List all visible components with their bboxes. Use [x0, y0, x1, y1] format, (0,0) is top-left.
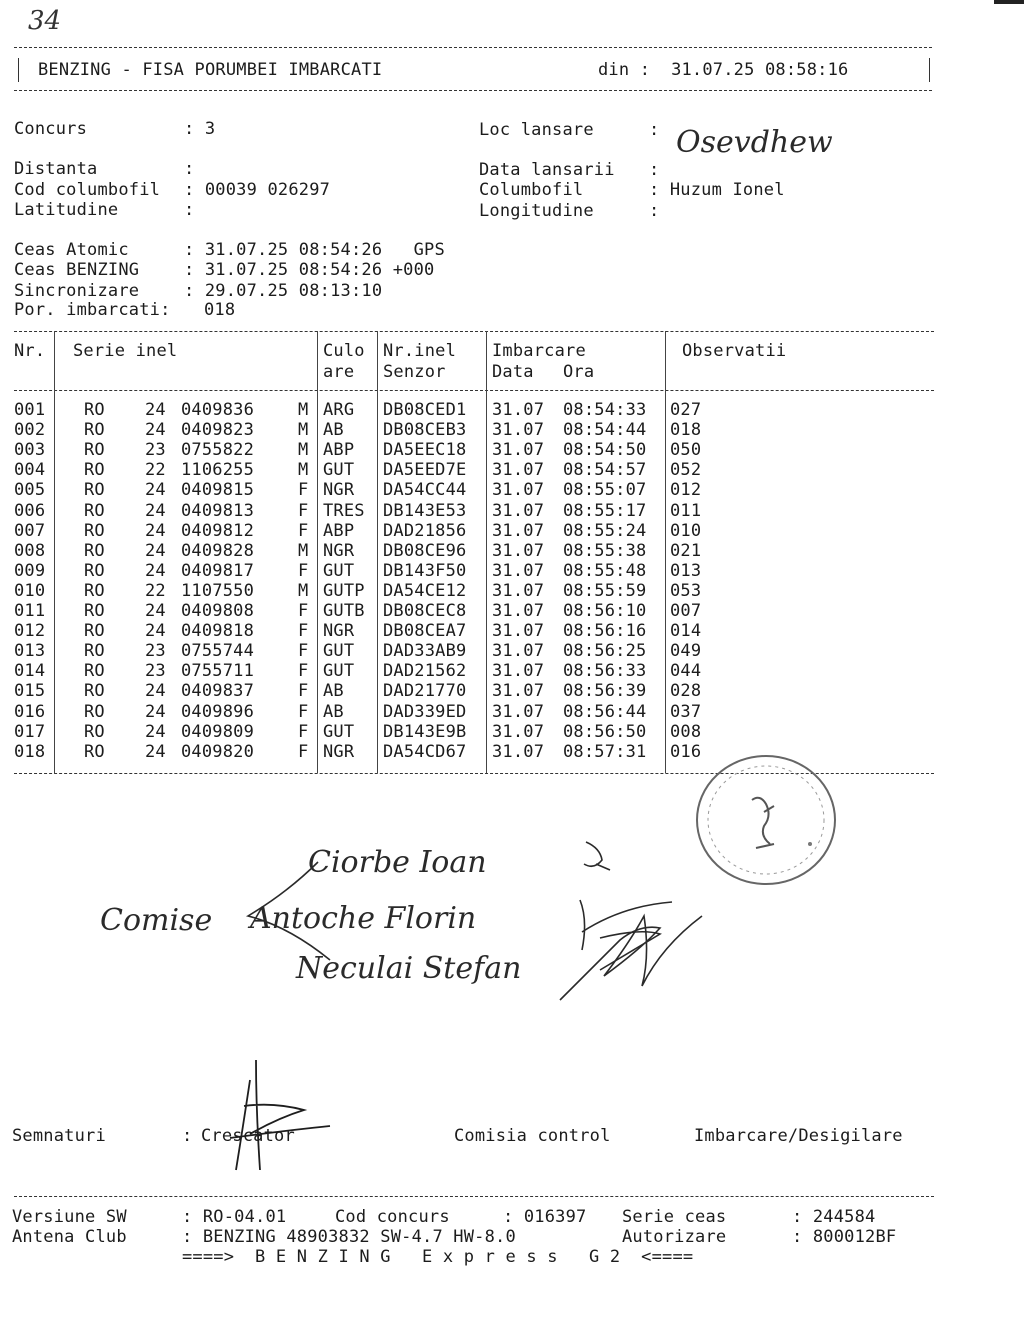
cell-culoare: AB: [323, 681, 344, 702]
table-row: [0, 460, 940, 480]
cell-culoare: ABP: [323, 440, 355, 461]
cell-nr: 007: [14, 520, 46, 541]
th-imbarcare: Imbarcare: [492, 341, 586, 361]
table-row: [0, 722, 940, 742]
cell-data: 31.07: [492, 480, 545, 501]
latitudine-value: :: [184, 200, 205, 220]
cell-culoare: ARG: [323, 400, 355, 420]
semnaturi-label: Semnaturi: [12, 1126, 106, 1146]
comisia-control-label: Comisia control: [454, 1126, 611, 1146]
cell-sex: F: [298, 641, 309, 662]
cell-observatii: 011: [670, 500, 702, 521]
cell-sex: M: [298, 460, 309, 481]
columbofil-value: : Huzum Ionel: [649, 180, 785, 200]
cell-observatii: 013: [670, 560, 702, 581]
cell-ora: 08:54:50: [563, 440, 647, 461]
cell-ora: 08:55:07: [563, 480, 647, 501]
cell-sex: M: [298, 580, 309, 601]
antena-club-value: : BENZING 48903832 SW-4.7 HW-8.0: [182, 1227, 516, 1247]
cell-an: 24: [145, 480, 166, 501]
columbofil-label: Columbofil: [479, 180, 584, 200]
cell-data: 31.07: [492, 721, 545, 742]
cell-culoare: NGR: [323, 621, 355, 642]
cell-ora: 08:54:33: [563, 400, 647, 420]
cell-inel: 0409808: [181, 601, 255, 621]
table-row: [0, 621, 940, 641]
th-serie-inel: Serie inel: [73, 341, 178, 361]
signature-1-scribble: [584, 842, 610, 870]
scan-edge-mark: [994, 0, 1024, 4]
cell-ora: 08:54:57: [563, 460, 647, 481]
th-culoare-2: are: [323, 362, 355, 382]
cod-concurs-value: : 016397: [503, 1207, 587, 1227]
cell-senzor: DB143E53: [383, 500, 467, 521]
cell-tara: RO: [84, 460, 105, 481]
cell-an: 24: [145, 400, 166, 420]
benzing-express-banner: ====> B E N Z I N G E x p r e s s G 2 <====: [182, 1247, 694, 1267]
cell-nr: 017: [14, 721, 46, 742]
cell-senzor: DAD21856: [383, 520, 467, 541]
table-top-rule: [14, 331, 934, 332]
cell-nr: 014: [14, 661, 46, 682]
cell-tara: RO: [84, 601, 105, 621]
cell-culoare: GUT: [323, 460, 355, 481]
cell-culoare: AB: [323, 420, 344, 441]
semnaturi-colon: :: [182, 1126, 193, 1146]
cell-culoare: GUT: [323, 721, 355, 742]
cell-senzor: DAD21562: [383, 661, 467, 682]
cell-data: 31.07: [492, 440, 545, 461]
ceas-atomic-value: : 31.07.25 08:54:26 GPS: [184, 240, 445, 260]
table-row: [0, 561, 940, 581]
cell-tara: RO: [84, 400, 105, 420]
cell-senzor: DB08CED1: [383, 400, 467, 420]
cell-culoare: GUT: [323, 641, 355, 662]
header-left-bar: [18, 58, 19, 82]
cell-ora: 08:55:17: [563, 500, 647, 521]
cell-sex: F: [298, 480, 309, 501]
cell-inel: 0409828: [181, 540, 255, 561]
cod-concurs-label: Cod concurs: [335, 1207, 450, 1227]
antena-club-label: Antena Club: [12, 1227, 127, 1247]
table-row: [0, 440, 940, 460]
distanta-value: :: [184, 159, 205, 179]
cell-observatii: 007: [670, 601, 702, 621]
ceas-benzing-label: Ceas BENZING: [14, 260, 140, 280]
cell-an: 24: [145, 520, 166, 541]
cell-culoare: GUTB: [323, 601, 365, 621]
cell-senzor: DB08CEC8: [383, 601, 467, 621]
cell-sex: F: [298, 601, 309, 621]
cell-an: 23: [145, 661, 166, 682]
cell-data: 31.07: [492, 500, 545, 521]
page-number-handwritten: 34: [28, 6, 62, 36]
cell-ora: 08:55:24: [563, 520, 647, 541]
cell-inel: 0409815: [181, 480, 255, 501]
data-lansarii-value: :: [649, 160, 670, 180]
cell-senzor: DB08CEB3: [383, 420, 467, 441]
cell-observatii: 008: [670, 721, 702, 742]
cell-inel: 0755744: [181, 641, 255, 662]
cell-sex: M: [298, 400, 309, 420]
th-observatii: Observatii: [682, 341, 787, 361]
cell-tara: RO: [84, 741, 105, 762]
cell-ora: 08:56:10: [563, 601, 647, 621]
cell-sex: M: [298, 540, 309, 561]
th-data: Data: [492, 362, 534, 382]
cell-culoare: NGR: [323, 540, 355, 561]
cell-data: 31.07: [492, 681, 545, 702]
cell-ora: 08:56:33: [563, 661, 647, 682]
commission-member-2: Antoche Florin: [250, 901, 477, 936]
cell-an: 24: [145, 420, 166, 441]
cell-nr: 002: [14, 420, 46, 441]
cell-sex: F: [298, 681, 309, 702]
cell-sex: F: [298, 701, 309, 722]
signature-3-scribble: [560, 916, 702, 1000]
cell-tara: RO: [84, 480, 105, 501]
sincronizare-label: Sincronizare: [14, 281, 140, 301]
comisie-handwritten: Comise: [100, 903, 213, 938]
cell-data: 31.07: [492, 621, 545, 642]
cell-tara: RO: [84, 641, 105, 662]
imbarcare-desigilare-label: Imbarcare/Desigilare: [694, 1126, 903, 1146]
table-row: [0, 480, 940, 500]
longitudine-value: :: [649, 201, 670, 221]
table-row: [0, 581, 940, 601]
crescator-signature: [190, 1050, 350, 1180]
loc-lansare-handwritten: [672, 108, 842, 168]
sincronizare-value: : 29.07.25 08:13:10: [184, 281, 383, 301]
cell-tara: RO: [84, 540, 105, 561]
table-row: [0, 681, 940, 701]
cell-inel: 0755711: [181, 661, 255, 682]
cell-senzor: DA54CD67: [383, 741, 467, 762]
table-body: [0, 400, 940, 772]
cell-sex: F: [298, 661, 309, 682]
cell-ora: 08:56:25: [563, 641, 647, 662]
cell-tara: RO: [84, 580, 105, 601]
cell-observatii: 049: [670, 641, 702, 662]
cell-sex: F: [298, 621, 309, 642]
cell-senzor: DA5EEC18: [383, 440, 467, 461]
cell-inel: 0755822: [181, 440, 255, 461]
cell-inel: 1107550: [181, 580, 255, 601]
cell-senzor: DAD33AB9: [383, 641, 467, 662]
cell-an: 24: [145, 741, 166, 762]
table-row: [0, 702, 940, 722]
cell-data: 31.07: [492, 701, 545, 722]
cell-senzor: DA54CC44: [383, 480, 467, 501]
ceas-benzing-value: : 31.07.25 08:54:26 +000: [184, 260, 435, 280]
cell-an: 24: [145, 701, 166, 722]
cell-nr: 009: [14, 560, 46, 581]
loc-lansare-colon: :: [649, 120, 660, 140]
cell-ora: 08:55:38: [563, 540, 647, 561]
cell-nr: 008: [14, 540, 46, 561]
header-top-rule: [14, 47, 932, 48]
cell-observatii: 053: [670, 580, 702, 601]
cell-inel: 0409818: [181, 621, 255, 642]
cell-tara: RO: [84, 440, 105, 461]
cell-ora: 08:56:16: [563, 621, 647, 642]
cell-culoare: NGR: [323, 480, 355, 501]
table-row: [0, 501, 940, 521]
cell-nr: 006: [14, 500, 46, 521]
cell-senzor: DB08CE96: [383, 540, 467, 561]
versiune-sw-label: Versiune SW: [12, 1207, 127, 1227]
cell-tara: RO: [84, 621, 105, 642]
commission-member-1: Ciorbe Ioan: [308, 845, 487, 880]
cell-nr: 012: [14, 621, 46, 642]
cell-an: 24: [145, 681, 166, 702]
cell-sex: F: [298, 560, 309, 581]
cell-tara: RO: [84, 721, 105, 742]
report-date: din : 31.07.25 08:58:16: [598, 60, 849, 80]
loc-lansare-label: Loc lansare: [479, 120, 594, 140]
cell-senzor: DA54CE12: [383, 580, 467, 601]
cell-observatii: 028: [670, 681, 702, 702]
cell-inel: 0409896: [181, 701, 255, 722]
cell-tara: RO: [84, 520, 105, 541]
serie-ceas-value: : 244584: [792, 1207, 876, 1227]
cell-nr: 010: [14, 580, 46, 601]
cell-nr: 003: [14, 440, 46, 461]
cod-columbofil-label: Cod columbofil: [14, 180, 161, 200]
cell-nr: 001: [14, 400, 46, 420]
loc-lansare-handwritten-text: Osevdhew: [676, 125, 833, 160]
cell-an: 23: [145, 440, 166, 461]
cod-columbofil-value: : 00039 026297: [184, 180, 331, 200]
cell-an: 23: [145, 641, 166, 662]
footer-rule: [14, 1196, 934, 1197]
cell-inel: 0409812: [181, 520, 255, 541]
table-row: [0, 521, 940, 541]
cell-inel: 0409820: [181, 741, 255, 762]
cell-ora: 08:57:31: [563, 741, 647, 762]
cell-sex: F: [298, 500, 309, 521]
cell-culoare: TRES: [323, 500, 365, 521]
cell-inel: 0409813: [181, 500, 255, 521]
cell-inel: 0409823: [181, 420, 255, 441]
crescator-label: Crescator: [201, 1126, 295, 1146]
cell-nr: 004: [14, 460, 46, 481]
cell-data: 31.07: [492, 560, 545, 581]
longitudine-label: Longitudine: [479, 201, 594, 221]
cell-inel: 1106255: [181, 460, 255, 481]
cell-sex: F: [298, 520, 309, 541]
cell-data: 31.07: [492, 661, 545, 682]
versiune-sw-value: : RO-04.01: [182, 1207, 287, 1227]
table-row: [0, 400, 940, 420]
cell-observatii: 012: [670, 480, 702, 501]
cell-ora: 08:55:59: [563, 580, 647, 601]
cell-ora: 08:56:39: [563, 681, 647, 702]
ceas-atomic-label: Ceas Atomic: [14, 240, 129, 260]
cell-an: 22: [145, 460, 166, 481]
latitudine-label: Latitudine: [14, 200, 119, 220]
cell-an: 22: [145, 580, 166, 601]
cell-ora: 08:56:50: [563, 721, 647, 742]
cell-culoare: NGR: [323, 741, 355, 762]
cell-culoare: GUTP: [323, 580, 365, 601]
table-row: [0, 641, 940, 661]
cell-data: 31.07: [492, 601, 545, 621]
th-nr: Nr.: [14, 341, 46, 361]
cell-inel: 0409837: [181, 681, 255, 702]
table-row: [0, 661, 940, 681]
cell-inel: 0409817: [181, 560, 255, 581]
cell-observatii: 014: [670, 621, 702, 642]
table-row: [0, 420, 940, 440]
cell-ora: 08:55:48: [563, 560, 647, 581]
cell-ora: 08:56:44: [563, 701, 647, 722]
cell-observatii: 021: [670, 540, 702, 561]
cell-senzor: DB08CEA7: [383, 621, 467, 642]
commission-member-3: Neculai Stefan: [296, 951, 522, 986]
cell-sex: M: [298, 420, 309, 441]
cell-observatii: 037: [670, 701, 702, 722]
data-lansarii-label: Data lansarii: [479, 160, 615, 180]
cell-senzor: DB143E9B: [383, 721, 467, 742]
distanta-label: Distanta: [14, 159, 98, 179]
cell-tara: RO: [84, 560, 105, 581]
cell-data: 31.07: [492, 520, 545, 541]
cell-sex: F: [298, 721, 309, 742]
cell-tara: RO: [84, 701, 105, 722]
cell-data: 31.07: [492, 540, 545, 561]
cell-nr: 016: [14, 701, 46, 722]
cell-tara: RO: [84, 500, 105, 521]
cell-culoare: ABP: [323, 520, 355, 541]
th-ora: Ora: [563, 362, 595, 382]
cell-observatii: 010: [670, 520, 702, 541]
table-row: [0, 541, 940, 561]
cell-inel: 0409809: [181, 721, 255, 742]
cell-an: 24: [145, 601, 166, 621]
cell-nr: 013: [14, 641, 46, 662]
cell-nr: 011: [14, 601, 46, 621]
commission-handwriting: [90, 820, 730, 1020]
table-header-rule: [14, 390, 934, 391]
cell-senzor: DAD339ED: [383, 701, 467, 722]
cell-an: 24: [145, 621, 166, 642]
cell-senzor: DA5EED7E: [383, 460, 467, 481]
cell-ora: 08:54:44: [563, 420, 647, 441]
cell-data: 31.07: [492, 460, 545, 481]
cell-observatii: 050: [670, 440, 702, 461]
header-bottom-rule: [14, 90, 932, 91]
por-imbarcati-value: 018: [204, 300, 236, 320]
cell-nr: 015: [14, 681, 46, 702]
cell-observatii: 044: [670, 661, 702, 682]
report-title: BENZING - FISA PORUMBEI IMBARCATI: [38, 60, 383, 80]
cell-senzor: DB143F50: [383, 560, 467, 581]
cell-observatii: 016: [670, 741, 702, 762]
cell-data: 31.07: [492, 420, 545, 441]
th-culoare-1: Culo: [323, 341, 365, 361]
cell-nr: 018: [14, 741, 46, 762]
table-row: [0, 601, 940, 621]
cell-observatii: 018: [670, 420, 702, 441]
serie-ceas-label: Serie ceas: [622, 1207, 727, 1227]
cell-culoare: GUT: [323, 661, 355, 682]
cell-observatii: 027: [670, 400, 702, 420]
cell-an: 24: [145, 721, 166, 742]
concurs-value: : 3: [184, 119, 216, 139]
cell-an: 24: [145, 500, 166, 521]
th-senzor-2: Senzor: [383, 362, 446, 382]
th-senzor-1: Nr.inel: [383, 341, 457, 361]
concurs-row: Concurs: [14, 119, 88, 139]
cell-nr: 005: [14, 480, 46, 501]
cell-an: 24: [145, 540, 166, 561]
cell-observatii: 052: [670, 460, 702, 481]
cell-tara: RO: [84, 661, 105, 682]
cell-inel: 0409836: [181, 400, 255, 420]
cell-data: 31.07: [492, 641, 545, 662]
cell-data: 31.07: [492, 741, 545, 762]
cell-data: 31.07: [492, 400, 545, 420]
header-right-bar: [929, 58, 930, 82]
cell-an: 24: [145, 560, 166, 581]
por-imbarcati-label: Por. imbarcati:: [14, 300, 171, 320]
cell-senzor: DAD21770: [383, 681, 467, 702]
autorizare-value: : 800012BF: [792, 1227, 897, 1247]
cell-culoare: GUT: [323, 560, 355, 581]
autorizare-label: Autorizare: [622, 1227, 727, 1247]
cell-tara: RO: [84, 681, 105, 702]
cell-sex: F: [298, 741, 309, 762]
cell-sex: M: [298, 440, 309, 461]
cell-data: 31.07: [492, 580, 545, 601]
cell-tara: RO: [84, 420, 105, 441]
cell-culoare: AB: [323, 701, 344, 722]
